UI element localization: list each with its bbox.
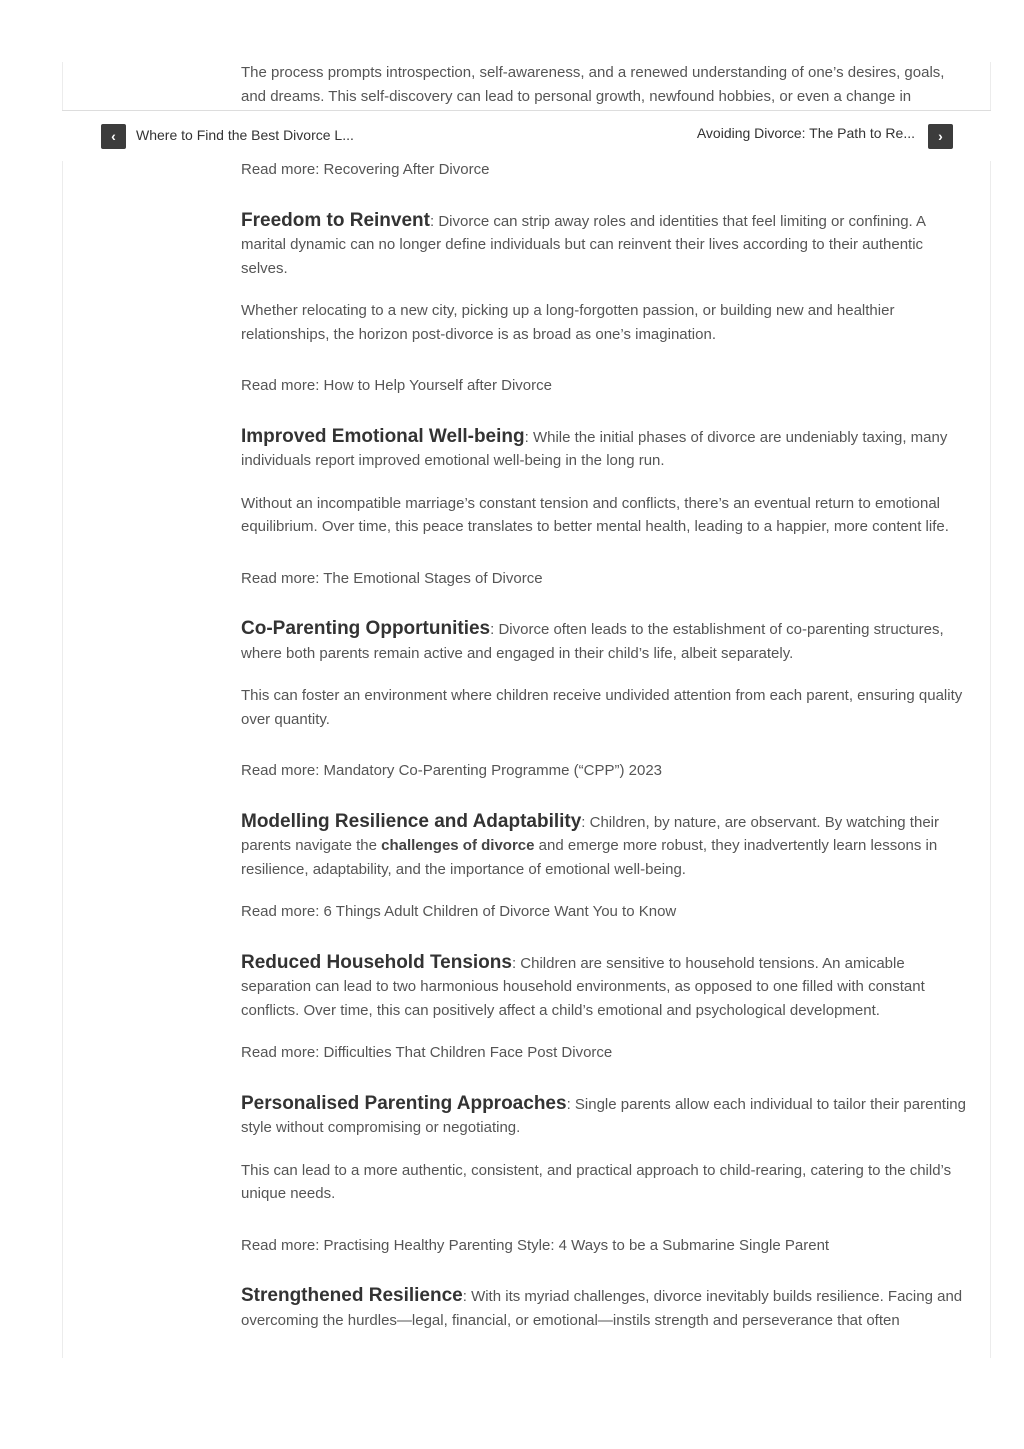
section-paragraph: Without an incompatible marriage’s constant tension and conflicts, there’s an eventual return to emotional equilibrium. Over time, this peace translates to better mental health, leading to a happier, more content life. [241,494,949,535]
section-personalised-parenting [241,1092,966,1140]
section-heading: Co-Parenting Opportunities [241,618,491,639]
section-heading: Modelling Resilience and Adaptability [241,810,582,832]
section-lead-continued: and emerge more robust, they inadvertently learn lessons in resilience, adaptability, and the importance of emotional well-being. [241,837,938,878]
section-heading: Freedom to Reinvent [241,209,430,231]
section-lead: : Children are sensitive to household tensions. An amicable separation can lead to two harmonious household environments, as opposed to one filled with constant conflicts. Over time, this can positively affect a child’s emotional and psychological development. [241,954,925,1019]
article-body [241,158,966,1332]
section-heading: Improved Emotional Well-being [241,425,525,447]
read-more-link[interactable]: Read more: Mandatory Co-Parenting Programme (“CPP”) 2023 [241,762,663,779]
section-heading: Personalised Parenting Approaches [241,1092,567,1114]
read-more-link[interactable]: Read more: Practising Healthy Parenting Style: 4 Ways to be a Submarine Single Parent [241,1236,830,1254]
section-heading: Strengthened Resilience [241,1285,463,1306]
section-reduced-household-tensions [241,951,966,1023]
section-co-parenting-opportunities [241,617,966,665]
intro-text: The process prompts introspection, self-awareness, and a renewed understanding of one’s desires, goals, and dreams. This self-discovery can lead to personal growth, newfound hobbies, or even a change in [241,64,945,105]
intro-paragraph [241,61,966,107]
section-improved-emotional-well-being [241,425,966,473]
post-navigation [62,110,991,161]
section-modelling-resilience [241,810,966,882]
section-paragraph: This can lead to a more authentic, consistent, and practical approach to child-rearing, catering to the child’s unique needs. [241,1161,952,1202]
section-freedom-to-reinvent [241,209,966,281]
section-heading: Reduced Household Tensions [241,951,512,973]
read-more-link[interactable]: Read more: Recovering After Divorce [241,161,490,178]
section-paragraph: This can foster an environment where children receive undivided attention from each parent, ensuring quality over quantity. [241,687,963,728]
section-paragraph: Whether relocating to a new city, picking up a long-forgotten passion, or building new and healthier relationships, the horizon post-divorce is as broad as one’s imagination. [241,302,895,343]
read-more-link[interactable]: Read more: How to Help Yourself after Divorce [241,377,552,394]
challenges-of-divorce-link[interactable]: challenges of divorce [381,837,535,854]
next-post-link[interactable]: Avoiding Divorce: The Path to Re... [696,125,915,141]
read-more-link[interactable]: Read more: 6 Things Adult Children of Divorce Want You to Know [241,903,677,920]
chevron-right-icon[interactable]: › [928,124,953,149]
read-more-link[interactable]: Read more: The Emotional Stages of Divorce [241,569,543,587]
section-lead: : Single parents allow each individual to tailor their parenting style without compromising or negotiating. [241,1095,966,1136]
section-lead: : Divorce often leads to the establishment of co-parenting structures, where both parents remain active and engaged in their child’s life, albeit separately. [241,621,944,662]
section-strengthened-resilience [241,1284,966,1332]
section-lead: : With its myriad challenges, divorce inevitably builds resilience. Facing and overcoming the hurdles—legal, financial, or emotional—instils strength and perseverance that often [241,1288,963,1329]
read-more-link[interactable]: Read more: Difficulties That Children Face Post Divorce [241,1044,613,1061]
chevron-left-icon[interactable]: ‹ [101,124,126,149]
previous-post-link[interactable]: Where to Find the Best Divorce L... [136,127,354,143]
section-lead: : Children, by nature, are observant. By watching their parents navigate the [241,813,939,854]
section-lead: : While the initial phases of divorce are undeniably taxing, many individuals report improved emotional well-being in the long run. [241,428,948,469]
section-lead: : Divorce can strip away roles and identities that feel limiting or confining. A marital dynamic can no longer define individuals but can reinvent their lives according to their authentic selves. [241,212,926,277]
